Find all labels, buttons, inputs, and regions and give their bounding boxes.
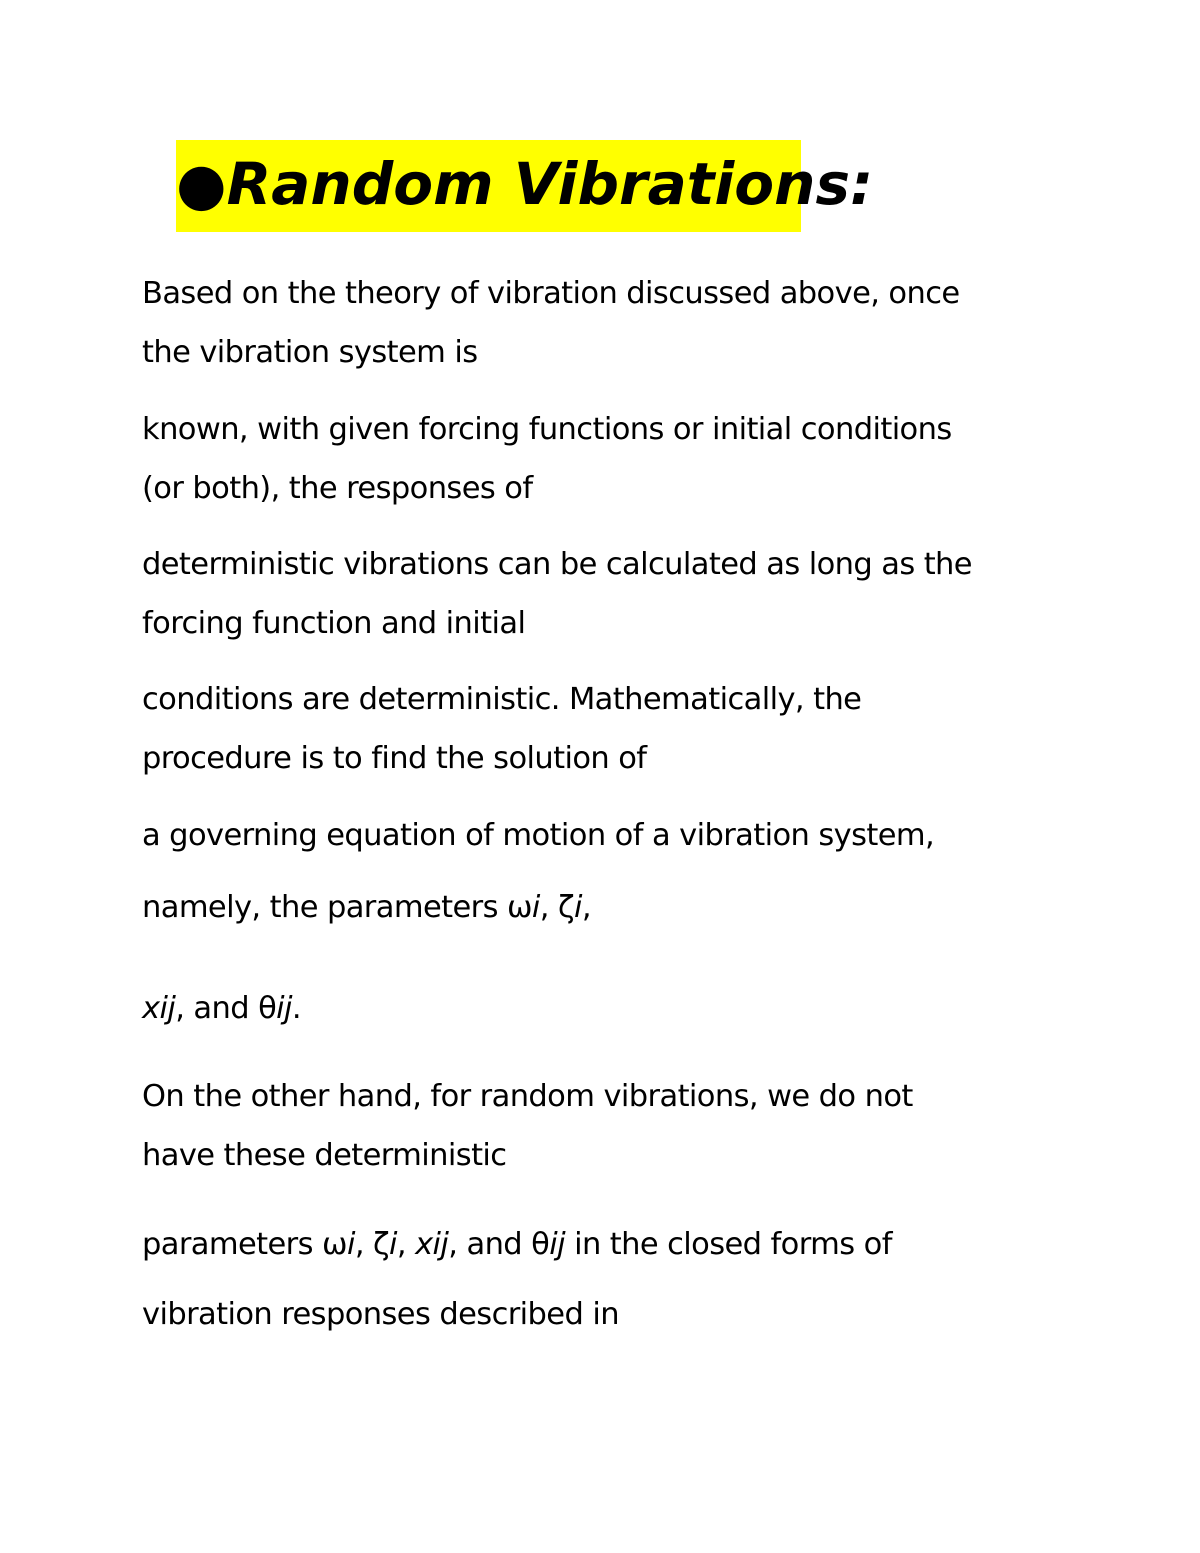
paragraph-line: (or both), the responses of: [142, 471, 533, 506]
text-run: .: [291, 991, 301, 1026]
paragraph-line: vibration responses described in: [142, 1297, 619, 1332]
paragraph-6: [142, 878, 591, 937]
text-run: namely, the parameters ω: [142, 890, 532, 925]
text-run-italic: ij: [549, 1227, 565, 1262]
paragraph-5: [142, 806, 934, 865]
paragraph-9: [142, 1215, 892, 1274]
text-run-italic: i: [389, 1227, 397, 1262]
text-run-italic: ij: [276, 991, 292, 1026]
paragraph-line: the vibration system is: [142, 335, 478, 370]
text-run-italic: xij: [142, 991, 176, 1026]
paragraph-1: [142, 264, 960, 382]
text-run: in the closed forms of: [564, 1227, 892, 1262]
bullet-icon: ●: [176, 150, 227, 218]
paragraph-line: have these deterministic: [142, 1138, 507, 1173]
text-run: , and θ: [448, 1227, 550, 1262]
section-heading: [176, 148, 873, 220]
text-run: , ζ: [539, 890, 574, 925]
paragraph-line: deterministic vibrations can be calculated as long as the: [142, 547, 972, 582]
paragraph-line: a governing equation of motion of a vibration system,: [142, 818, 935, 853]
paragraph-2: [142, 400, 952, 518]
paragraph-10: [142, 1285, 619, 1344]
paragraph-4: [142, 670, 861, 788]
heading-text: Random Vibrations:: [226, 150, 874, 218]
text-run: ,: [396, 1227, 416, 1262]
text-run: ,: [581, 890, 591, 925]
paragraph-3: [142, 535, 972, 653]
paragraph-line: On the other hand, for random vibrations, we do not: [142, 1079, 913, 1114]
text-run-italic: i: [573, 890, 582, 925]
text-run: , ζ: [354, 1227, 390, 1262]
text-run-italic: xij: [415, 1227, 449, 1262]
text-run: , and θ: [175, 991, 277, 1026]
heading-highlight: [176, 140, 874, 232]
paragraph-line: forcing function and initial: [142, 606, 526, 641]
paragraph-line: conditions are deterministic. Mathematically, the: [142, 682, 862, 717]
paragraph-line: Based on the theory of vibration discussed above, once: [142, 276, 960, 311]
paragraph-line: procedure is to find the solution of: [142, 741, 647, 776]
text-run: parameters ω: [142, 1227, 347, 1262]
text-run-italic: i: [346, 1227, 355, 1262]
text-run-italic: i: [531, 890, 540, 925]
paragraph-7: [142, 979, 301, 1038]
paragraph-line: known, with given forcing functions or initial conditions: [142, 412, 952, 447]
paragraph-8: [142, 1067, 913, 1185]
